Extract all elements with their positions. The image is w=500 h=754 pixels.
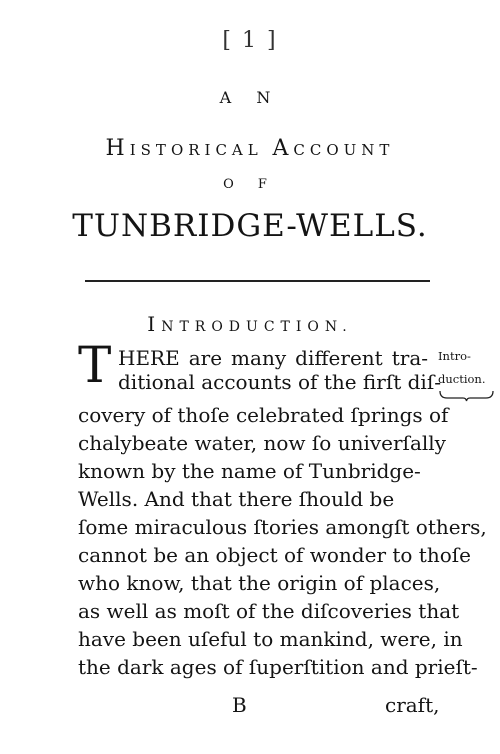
section-cap-i: I	[147, 312, 162, 336]
drop-cap: T	[78, 336, 112, 394]
section-heading-introduction	[0, 312, 500, 336]
catchword: craft,	[385, 693, 440, 717]
section-word-ntroduction: NTRODUCTION.	[161, 319, 353, 335]
text-line-12: the dark ages of ſuperſtition and prieſt-	[78, 655, 478, 679]
text-line-2: ditional accounts of the firſt diſ-	[118, 370, 441, 394]
text-line-8: cannot be an object of wonder to thoſe	[78, 543, 471, 567]
sidenote-brace-icon	[439, 390, 494, 402]
heading-an: A N	[219, 88, 281, 107]
text-line-5: known by the name of Tunbridge-	[78, 459, 421, 483]
page-title: TUNBRIDGE-WELLS.	[72, 208, 428, 244]
text-line-4: chalybeate water, now ſo univerſally	[78, 431, 446, 455]
title-rule-divider	[85, 280, 430, 282]
heading-cap-a: A	[272, 136, 294, 161]
heading-word-istorical: ISTORICAL	[129, 141, 263, 159]
text-line-3: covery of thoſe celebrated ſprings of	[78, 403, 449, 427]
heading-historical-account	[0, 136, 500, 161]
page-number: [ 1 ]	[222, 28, 278, 53]
text-line-6: Wells. And that there ſhould be	[78, 487, 395, 511]
text-line-7: ſome miraculous ſtories amongſt others,	[78, 515, 487, 539]
text-line-1: HERE are many different tra-	[118, 346, 428, 370]
heading-of: O F	[223, 177, 277, 192]
heading-word-ccount: CCOUNT	[293, 141, 395, 159]
sidenote-line-2: duction.	[438, 372, 486, 386]
text-line-9: who know, that the origin of places,	[78, 571, 441, 595]
text-line-11: have been uſeful to mankind, were, in	[78, 627, 463, 651]
text-line-10: as well as moſt of the diſcoveries that	[78, 599, 460, 623]
sidenote-line-1: Intro-	[438, 349, 471, 363]
signature-mark: B	[232, 693, 247, 717]
heading-cap-h: H	[105, 136, 130, 161]
